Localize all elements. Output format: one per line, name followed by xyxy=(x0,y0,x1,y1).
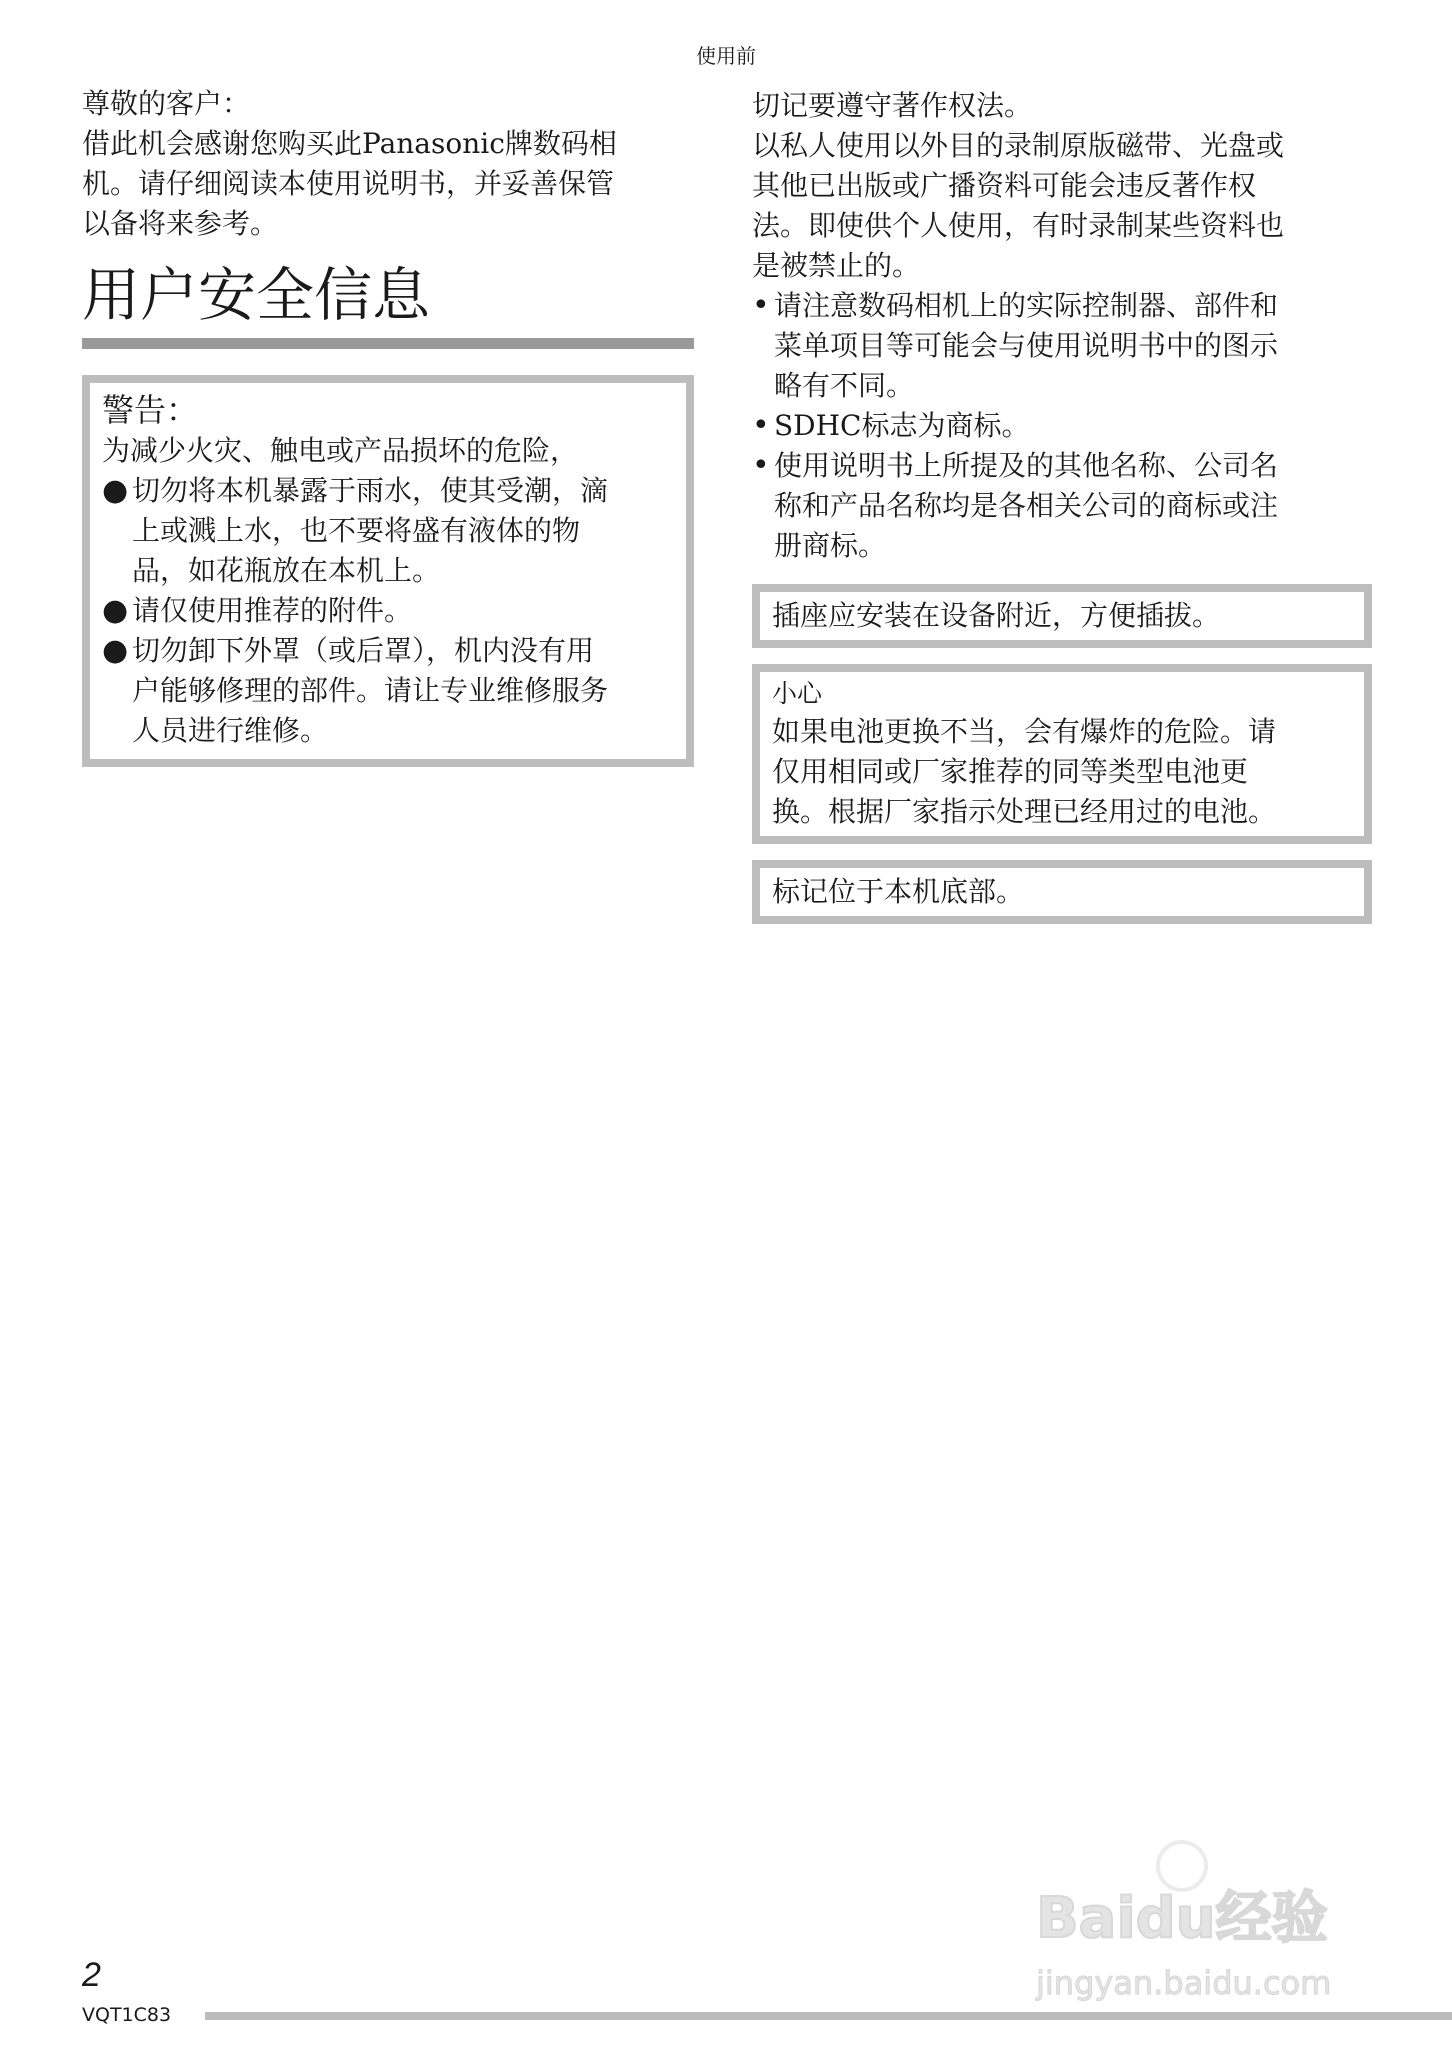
item-line: 略有不同。 xyxy=(774,369,915,402)
baidu-watermark xyxy=(1036,1840,1416,2010)
note-item xyxy=(752,406,1372,446)
warning-lead: 为减少火灾、触电或产品损坏的危险， xyxy=(102,434,579,467)
page-title: 用户安全信息 xyxy=(82,261,431,329)
watermark-url: jingyan.baidu.com xyxy=(1036,1964,1332,2002)
title-rule xyxy=(82,338,694,349)
copyright-line: 以私人使用以外目的录制原版磁带、光盘或 xyxy=(752,129,1285,162)
item-line: 请注意数码相机上的实际控制器、部件和 xyxy=(774,289,1279,322)
bullet-icon: ● xyxy=(102,473,129,508)
note-item xyxy=(752,286,1372,406)
caution-line: 换。根据厂家指示处理已经用过的电池。 xyxy=(772,795,1277,828)
paw-icon xyxy=(1156,1840,1208,1892)
warning-title: 警告： xyxy=(102,391,199,429)
bullet-icon: • xyxy=(752,408,770,443)
item-line: 上或溅上水，也不要将盛有液体的物 xyxy=(132,514,581,547)
item-line: 菜单项目等可能会与使用说明书中的图示 xyxy=(774,329,1279,362)
item-line: 切勿卸下外罩（或后罩），机内没有用 xyxy=(132,634,595,667)
warning-item xyxy=(102,591,674,631)
copyright-line: 是被禁止的。 xyxy=(752,249,921,282)
item-line: 人员进行维修。 xyxy=(132,714,329,747)
marking-note-box xyxy=(752,860,1372,924)
socket-note-box xyxy=(752,584,1372,648)
copyright-line: 法。即使供个人使用，有时录制某些资料也 xyxy=(752,209,1285,242)
bullet-icon: ● xyxy=(102,593,129,628)
page-number: 2 xyxy=(82,1956,101,1994)
footer-rule xyxy=(205,2012,1452,2020)
copyright-line: 其他已出版或广播资料可能会违反著作权 xyxy=(752,169,1257,202)
marking-note: 标记位于本机底部。 xyxy=(772,875,1025,908)
left-column xyxy=(82,84,694,767)
doc-code: VQT1C83 xyxy=(82,2004,172,2026)
warning-item xyxy=(102,631,674,751)
greeting: 尊敬的客户： xyxy=(82,87,251,120)
item-line: SDHC标志为商标。 xyxy=(774,409,1030,442)
item-line: 请仅使用推荐的附件。 xyxy=(132,594,413,627)
caution-line: 仅用相同或厂家推荐的同等类型电池更 xyxy=(772,755,1249,788)
right-column xyxy=(752,86,1372,924)
item-line: 册商标。 xyxy=(774,529,887,562)
warning-item xyxy=(102,471,674,591)
caution-line: 如果电池更换不当，会有爆炸的危险。请 xyxy=(772,715,1277,748)
warning-box xyxy=(82,375,694,767)
item-line: 户能够修理的部件。请让专业维修服务 xyxy=(132,674,609,707)
section-header: 使用前 xyxy=(696,44,756,68)
caution-box xyxy=(752,664,1372,844)
item-line: 切勿将本机暴露于雨水，使其受潮，滴 xyxy=(132,474,609,507)
intro-line: 借此机会感谢您购买此Panasonic牌数码相 xyxy=(82,127,617,160)
intro-text xyxy=(82,124,694,244)
caution-title: 小心 xyxy=(772,679,823,708)
watermark-brand: Baidu经验 xyxy=(1036,1886,1328,1951)
item-line: 使用说明书上所提及的其他名称、公司名 xyxy=(774,449,1279,482)
item-line: 称和产品名称均是各相关公司的商标或注 xyxy=(774,489,1279,522)
bullet-icon: ● xyxy=(102,633,129,668)
bullet-icon: • xyxy=(752,288,770,323)
socket-note: 插座应安装在设备附近，方便插拔。 xyxy=(772,599,1221,632)
item-line: 品，如花瓶放在本机上。 xyxy=(132,554,441,587)
intro-line: 机。请仔细阅读本使用说明书，并妥善保管 xyxy=(82,167,615,200)
note-item xyxy=(752,446,1372,566)
bullet-icon: • xyxy=(752,448,770,483)
copyright-notice xyxy=(752,86,1372,286)
copyright-line: 切记要遵守著作权法。 xyxy=(752,89,1033,122)
intro-line: 以备将来参考。 xyxy=(82,207,279,240)
